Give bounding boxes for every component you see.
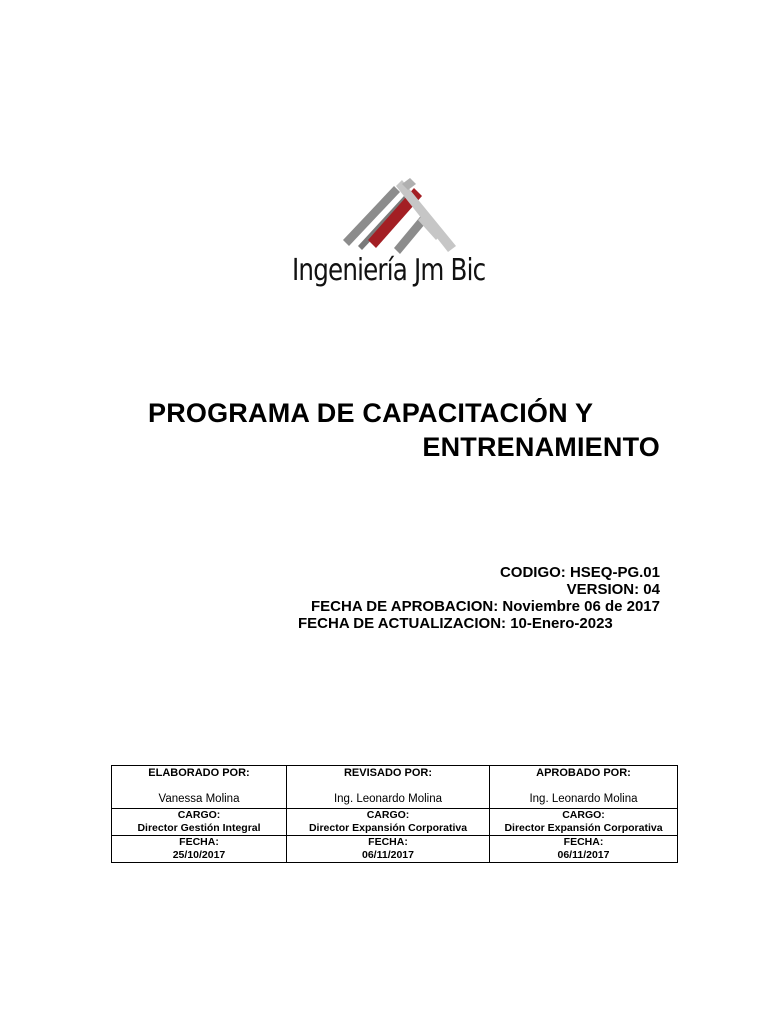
aprobado-cell bbox=[490, 766, 678, 809]
fecha-actualizacion: FECHA DE ACTUALIZACION: 10-Enero-2023 bbox=[298, 615, 613, 632]
revisado-name: Ing. Leonardo Molina bbox=[333, 793, 443, 805]
revisado-cargo: Director Expansión Corporativa bbox=[308, 822, 468, 834]
cargo-label: CARGO: bbox=[177, 809, 221, 821]
signature-table bbox=[111, 765, 678, 863]
cargo-label: CARGO: bbox=[366, 809, 410, 821]
elaborado-cell bbox=[112, 766, 287, 809]
document-title bbox=[100, 396, 660, 464]
revisado-header: REVISADO POR: bbox=[343, 767, 432, 779]
fecha-label: FECHA: bbox=[563, 836, 604, 848]
elaborado-name: Vanessa Molina bbox=[158, 793, 240, 805]
revisado-fecha: 06/11/2017 bbox=[362, 849, 414, 861]
aprobado-cargo-cell bbox=[490, 809, 678, 836]
company-name: Ingeniería Jm Bic bbox=[292, 253, 486, 288]
table-row bbox=[112, 766, 678, 809]
aprobado-header: APROBADO POR: bbox=[536, 767, 631, 779]
table-row bbox=[112, 809, 678, 836]
revisado-cell bbox=[287, 766, 490, 809]
aprobado-fecha-cell bbox=[490, 836, 678, 863]
aprobado-name: Ing. Leonardo Molina bbox=[529, 793, 638, 805]
elaborado-cargo: Director Gestión Integral bbox=[137, 822, 261, 834]
document-metadata bbox=[260, 564, 660, 632]
fecha-label: FECHA: bbox=[368, 836, 408, 848]
codigo: CODIGO: HSEQ-PG.01 bbox=[499, 564, 660, 581]
cargo-label: CARGO: bbox=[562, 809, 605, 821]
elaborado-fecha-cell bbox=[112, 836, 287, 863]
company-logo bbox=[288, 176, 508, 296]
revisado-fecha-cell bbox=[287, 836, 490, 863]
title-line-1: PROGRAMA DE CAPACITACIÓN Y bbox=[148, 398, 594, 428]
logo-mark-icon bbox=[338, 176, 458, 256]
elaborado-cargo-cell bbox=[112, 809, 287, 836]
fecha-aprobacion: FECHA DE APROBACION: Noviembre 06 de 2017 bbox=[311, 598, 660, 615]
elaborado-fecha: 25/10/2017 bbox=[172, 849, 226, 861]
aprobado-cargo: Director Expansión Corporativa bbox=[504, 822, 663, 834]
title-line-2: ENTRENAMIENTO bbox=[422, 432, 660, 462]
fecha-label: FECHA: bbox=[179, 836, 219, 848]
version: VERSION: 04 bbox=[566, 581, 660, 598]
table-row bbox=[112, 836, 678, 863]
aprobado-fecha: 06/11/2017 bbox=[557, 849, 610, 861]
elaborado-header: ELABORADO POR: bbox=[148, 767, 250, 779]
revisado-cargo-cell bbox=[287, 809, 490, 836]
